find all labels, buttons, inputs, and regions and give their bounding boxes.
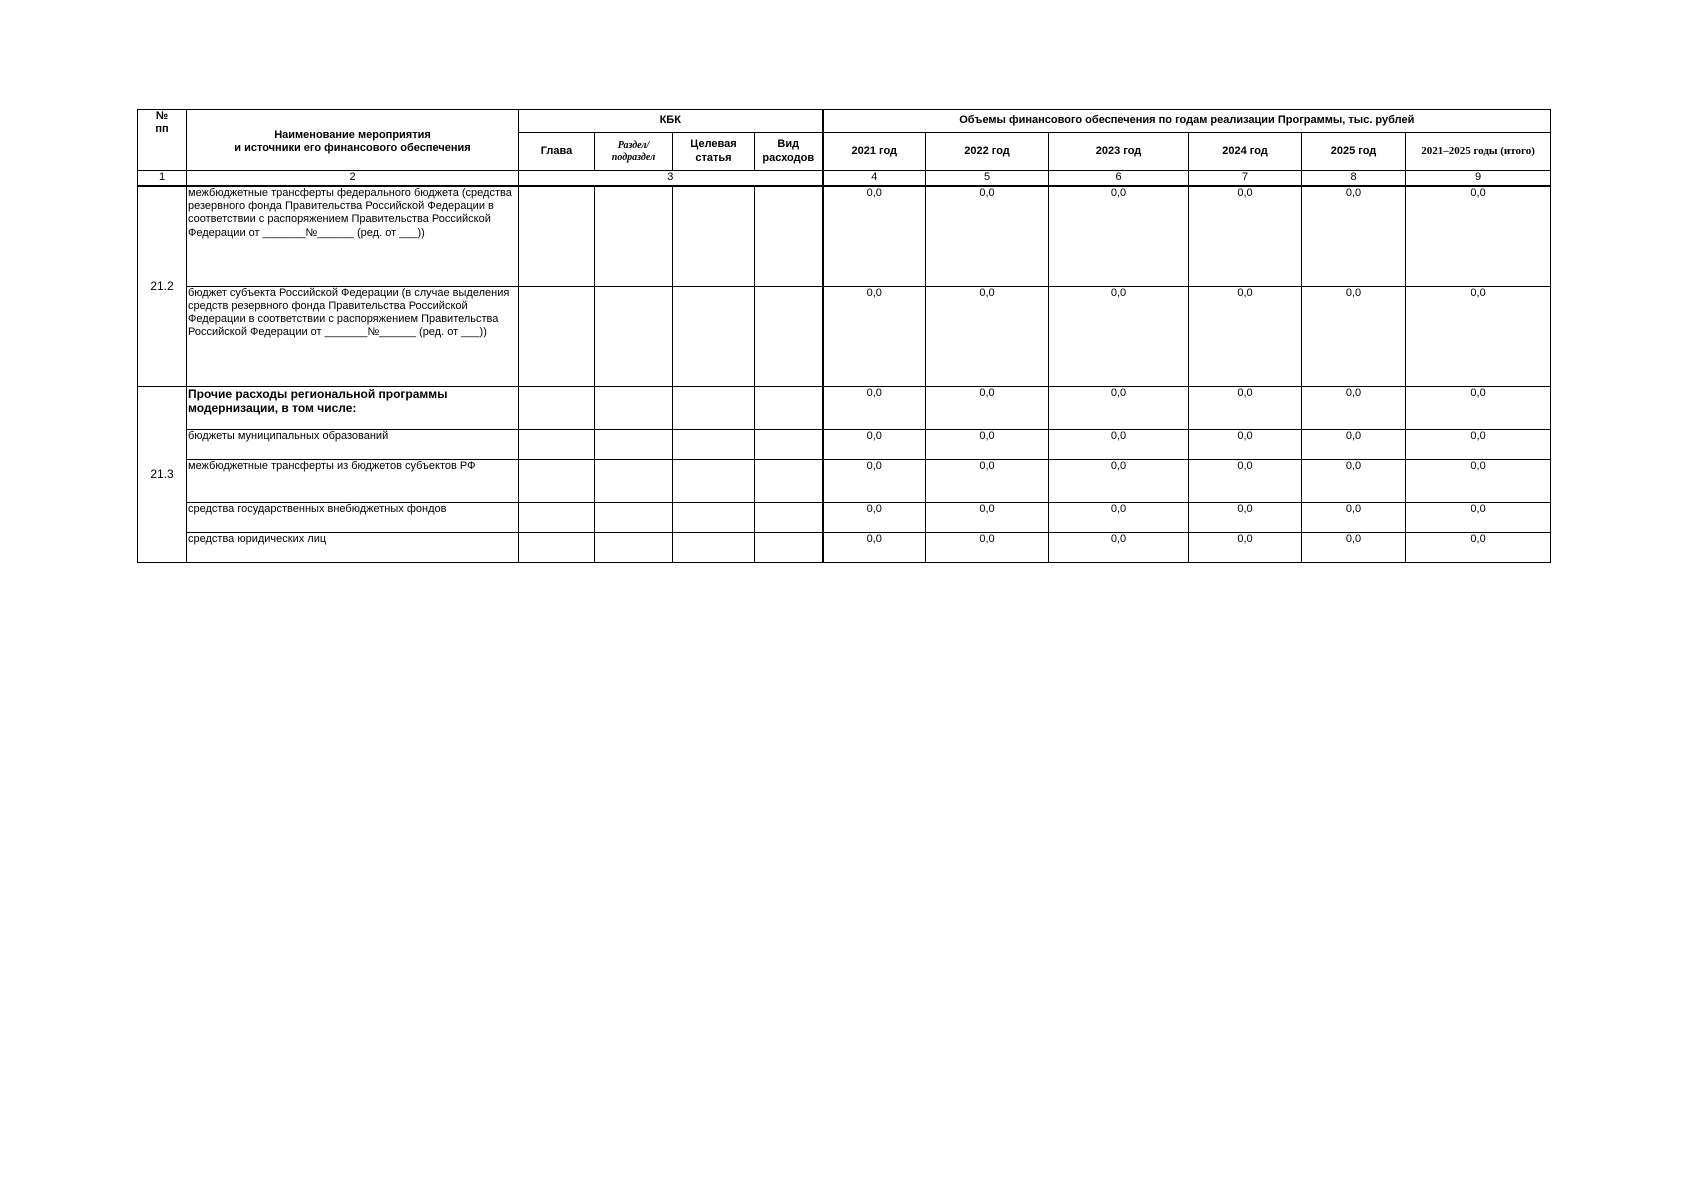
value-cell: 0,0 xyxy=(926,386,1049,429)
row-name: бюджеты муниципальных образований xyxy=(187,429,519,459)
value-cell: 0,0 xyxy=(926,532,1049,562)
value-cell: 0,0 xyxy=(1406,286,1551,386)
kbk-cell xyxy=(519,386,595,429)
value-cell: 0,0 xyxy=(1049,186,1189,286)
col-number: 8 xyxy=(1302,171,1406,187)
value-cell: 0,0 xyxy=(1189,429,1302,459)
row-name: средства государственных внебюджетных фондов xyxy=(187,502,519,532)
header-year-2025: 2025 год xyxy=(1302,133,1406,171)
row-name: межбюджетные трансферты федерального бюджета (средства резервного фонда Правительства Российской Федерации в соответствии с распоряжением Правительства Российской Федерации от _______№______ (ред. от ___)) xyxy=(187,186,519,286)
value-cell: 0,0 xyxy=(1189,532,1302,562)
col-number: 2 xyxy=(187,171,519,187)
kbk-cell xyxy=(595,502,673,532)
value-cell: 0,0 xyxy=(926,286,1049,386)
kbk-cell xyxy=(519,429,595,459)
row-number: 21.2 xyxy=(138,186,187,386)
table-row xyxy=(138,502,1551,532)
value-cell: 0,0 xyxy=(823,532,926,562)
kbk-cell xyxy=(595,532,673,562)
value-cell: 0,0 xyxy=(1189,459,1302,502)
table-row xyxy=(138,286,1551,386)
value-cell: 0,0 xyxy=(1189,502,1302,532)
header-kbk-razdel: Раздел/ подраздел xyxy=(595,133,673,171)
header-year-2022: 2022 год xyxy=(926,133,1049,171)
value-cell: 0,0 xyxy=(1189,286,1302,386)
value-cell: 0,0 xyxy=(1406,502,1551,532)
table-row xyxy=(138,532,1551,562)
kbk-cell xyxy=(595,186,673,286)
value-cell: 0,0 xyxy=(1406,429,1551,459)
table-row xyxy=(138,386,1551,429)
value-cell: 0,0 xyxy=(823,459,926,502)
value-cell: 0,0 xyxy=(926,459,1049,502)
col-number: 6 xyxy=(1049,171,1189,187)
kbk-cell xyxy=(673,286,755,386)
header-volumes: Объемы финансового обеспечения по годам реализации Программы, тыс. рублей xyxy=(823,110,1551,133)
kbk-cell xyxy=(673,459,755,502)
value-cell: 0,0 xyxy=(823,429,926,459)
col-number: 9 xyxy=(1406,171,1551,187)
table-row xyxy=(138,459,1551,502)
header-kbk-vid: Вид расходов xyxy=(755,133,823,171)
kbk-cell xyxy=(755,502,823,532)
row-name: Прочие расходы региональной программы модернизации, в том числе: xyxy=(187,386,519,429)
value-cell: 0,0 xyxy=(1189,186,1302,286)
value-cell: 0,0 xyxy=(926,429,1049,459)
value-cell: 0,0 xyxy=(1189,386,1302,429)
value-cell: 0,0 xyxy=(823,286,926,386)
kbk-cell xyxy=(595,429,673,459)
kbk-cell xyxy=(519,532,595,562)
header-year-2024: 2024 год xyxy=(1189,133,1302,171)
value-cell: 0,0 xyxy=(1302,532,1406,562)
value-cell: 0,0 xyxy=(1049,286,1189,386)
kbk-cell xyxy=(755,532,823,562)
row-name: бюджет субъекта Российской Федерации (в случае выделения средств резервного фонда Правительства Российской Федерации в соответствии с распоряжением Правительства Российской Федерации от _______№______ (ред. от ___)) xyxy=(187,286,519,386)
header-year-2023: 2023 год xyxy=(1049,133,1189,171)
kbk-cell xyxy=(755,286,823,386)
value-cell: 0,0 xyxy=(1302,286,1406,386)
header-name: Наименование мероприятия и источники его финансового обеспечения xyxy=(187,110,519,171)
kbk-cell xyxy=(755,386,823,429)
kbk-cell xyxy=(673,502,755,532)
col-number: 5 xyxy=(926,171,1049,187)
column-numbers-row xyxy=(138,171,1551,187)
kbk-cell xyxy=(519,502,595,532)
header-year-total: 2021–2025 годы (итого) xyxy=(1406,133,1551,171)
value-cell: 0,0 xyxy=(823,386,926,429)
value-cell: 0,0 xyxy=(1049,429,1189,459)
header-num: № пп xyxy=(138,110,187,171)
table-row xyxy=(138,186,1551,286)
row-number: 21.3 xyxy=(138,386,187,562)
col-number: 3 xyxy=(519,171,823,187)
value-cell: 0,0 xyxy=(1049,502,1189,532)
value-cell: 0,0 xyxy=(823,186,926,286)
value-cell: 0,0 xyxy=(1406,186,1551,286)
header-kbk: КБК xyxy=(519,110,823,133)
kbk-cell xyxy=(595,386,673,429)
kbk-cell xyxy=(673,186,755,286)
value-cell: 0,0 xyxy=(926,502,1049,532)
kbk-cell xyxy=(673,532,755,562)
value-cell: 0,0 xyxy=(1302,186,1406,286)
value-cell: 0,0 xyxy=(1049,459,1189,502)
table-row xyxy=(138,429,1551,459)
col-number: 7 xyxy=(1189,171,1302,187)
kbk-cell xyxy=(595,286,673,386)
kbk-cell xyxy=(755,459,823,502)
value-cell: 0,0 xyxy=(1049,532,1189,562)
value-cell: 0,0 xyxy=(1302,429,1406,459)
kbk-cell xyxy=(519,186,595,286)
header-kbk-glava: Глава xyxy=(519,133,595,171)
col-number: 4 xyxy=(823,171,926,187)
row-name: средства юридических лиц xyxy=(187,532,519,562)
value-cell: 0,0 xyxy=(823,502,926,532)
value-cell: 0,0 xyxy=(926,186,1049,286)
kbk-cell xyxy=(673,386,755,429)
kbk-cell xyxy=(673,429,755,459)
value-cell: 0,0 xyxy=(1302,459,1406,502)
row-name: межбюджетные трансферты из бюджетов субъектов РФ xyxy=(187,459,519,502)
value-cell: 0,0 xyxy=(1302,386,1406,429)
kbk-cell xyxy=(755,186,823,286)
value-cell: 0,0 xyxy=(1302,502,1406,532)
financing-table xyxy=(137,109,1551,563)
value-cell: 0,0 xyxy=(1406,459,1551,502)
col-number: 1 xyxy=(138,171,187,187)
kbk-cell xyxy=(519,459,595,502)
value-cell: 0,0 xyxy=(1406,386,1551,429)
kbk-cell xyxy=(519,286,595,386)
kbk-cell xyxy=(755,429,823,459)
header-year-2021: 2021 год xyxy=(823,133,926,171)
value-cell: 0,0 xyxy=(1049,386,1189,429)
value-cell: 0,0 xyxy=(1406,532,1551,562)
kbk-cell xyxy=(595,459,673,502)
header-kbk-statya: Целевая статья xyxy=(673,133,755,171)
